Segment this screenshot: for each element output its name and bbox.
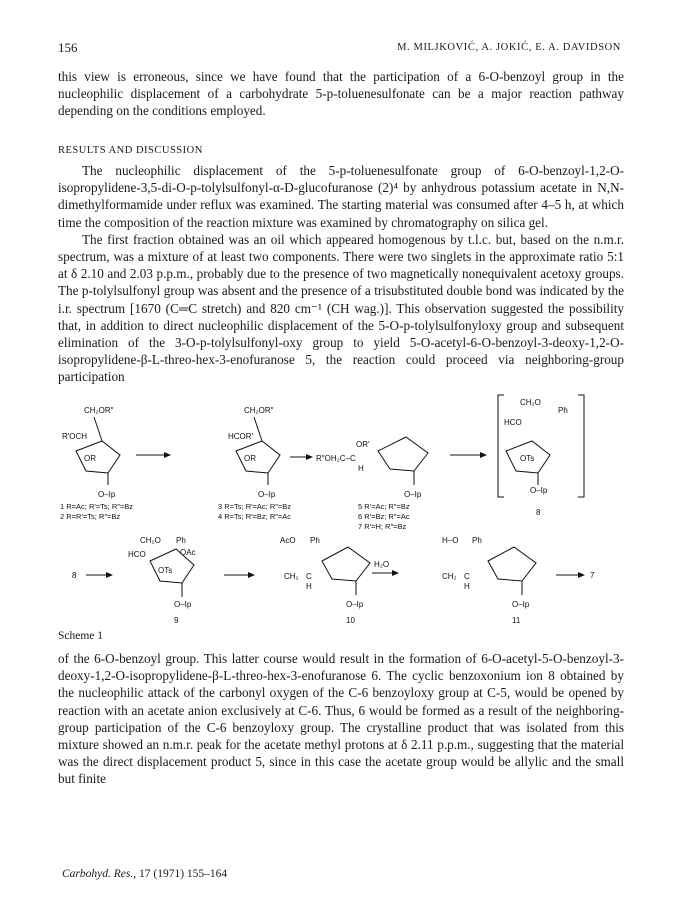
ring-compound-10 <box>322 547 370 581</box>
label-c4-top: CH₂O <box>520 398 541 407</box>
label-h2o: H₂O <box>374 560 390 569</box>
label-c2-mid: HCOR′ <box>228 432 254 441</box>
scheme-caption: Scheme 1 <box>58 630 104 642</box>
label-c6-bottom: O–Ip <box>346 600 364 609</box>
scheme-drawing <box>58 385 624 625</box>
label-c5-number: 9 <box>174 616 179 625</box>
journal-name: Carbohyd. Res., <box>62 868 137 880</box>
label-c3-or: OR′ <box>356 440 370 449</box>
paragraph-1: The nucleophilic displacement of the 5-p-toluenesulfonate group of 6-O-benzoyl-1,2-O-isopropylidene-3,5-di-O-p-tolylsulfonyl-α-D-glucofuranose (2)⁴ by anhydrous potassium acetate in N,N-dimethylformamide under reflux was examined. The starting material was consumed after 4–5 h, at which time the composition of the reaction mixture was examined by chromatography on silica gel. <box>58 163 624 230</box>
label-c6-aco: AcO <box>280 536 296 545</box>
journal-footer <box>62 868 227 880</box>
label-c4-bottom: O–Ip <box>530 486 548 495</box>
label-row2-end: 7 <box>590 571 595 580</box>
running-header-authors: M. MILJKOVIĆ, A. JOKIĆ, E. A. DAVIDSON <box>397 42 621 53</box>
ring-compound-3 <box>236 441 280 473</box>
label-c7-c: C <box>464 572 470 581</box>
label-c3-line3: 7 R′=H; R″=Bz <box>358 522 407 531</box>
label-c7-ph: Ph <box>472 536 482 545</box>
label-c3-side: R″OH₂C–C <box>316 454 356 463</box>
journal-citation: 17 (1971) 155–164 <box>138 868 228 880</box>
label-c7-ch2: CH₂ <box>442 572 457 581</box>
ring-compound-5 <box>378 437 428 471</box>
label-c1-top: CH₂OR″ <box>84 406 114 415</box>
label-c3-line1: 5 R′=Ac; R″=Bz <box>358 502 410 511</box>
label-c3-bottom: O–Ip <box>404 490 422 499</box>
paragraph-2: The first fraction obtained was an oil which appeared homogenous by t.l.c. but, based on the n.m.r. spectrum, was a mixture of at least two components. There were two singlets in the approximate ratio 5:1 at δ 2.10 and 2.03 p.p.m., probably due to the presence of two magnetically nonequivalent acetoxy groups. The p-tolylsulfonyl group was absent and the presence of a trisubstituted double bond was indicated by the i.r. spectrum [1670 (C═C stretch) and 820 cm⁻¹ (CH wag.)]. This observation suggested the possibility that, in addition to direct nucleophilic displacement of the 5-O-p-tolylsulfonyloxy group and subsequent elimination of the 3-O-p-tolylsulfonyl-oxy group to yield 5-O-acetyl-6-O-benzoyl-3-deoxy-1,2-O-isopropylidene-β-L-threo-hex-3-enofuranose 5, the reaction could proceed via neighboring-group participation <box>58 231 624 385</box>
ring-compound-1 <box>76 441 120 473</box>
label-c2-line1: 3 R=Ts; R′=Ac; R″=Bz <box>218 502 292 511</box>
label-c5-oac: OAc <box>180 548 196 557</box>
reaction-scheme <box>58 385 624 625</box>
label-c4-number: 8 <box>536 508 541 517</box>
paragraph-3: of the 6-O-benzoyl group. This latter course would result in the formation of 6-O-acetyl-5-O-benzoyl-3-deoxy-1,2-O-isopropylidene-β-L-threo-hex-3-enofuranose 6. The cyclic benzoxonium ion 8 obtained by the nucleophilic attack of the carbonyl oxygen of the C-6 benzoyloxy group at C-5, would be opened by reaction with an acetate anion exclusively at C-6. Thus, 6 would be formed as a result of the neighboring-group participation of the C-6 benzoyloxy group. The crystalline product that was isolated from this mixture showed an n.m.r. peak for the acetate methyl protons at δ 2.11 p.p.m., suggesting that the material was the direct displacement product 5, since in this case the acetate group would be allylic and the small but finite <box>58 651 624 787</box>
label-c6-h: H <box>306 582 312 591</box>
body-text-block-2 <box>58 650 624 788</box>
label-c4-ph: Ph <box>558 406 568 415</box>
label-c4-mid: HCO <box>504 418 522 427</box>
label-c1-mid: R′OCH <box>62 432 88 441</box>
label-c1-ring: OR <box>84 454 96 463</box>
label-c5-top: CH₂O <box>140 536 161 545</box>
label-c7-ho: H–O <box>442 536 459 545</box>
label-c5-ring: OTs <box>158 566 173 575</box>
label-c4-ring: OTs <box>520 454 535 463</box>
label-c7-number: 11 <box>512 616 521 625</box>
body-text-block <box>58 162 624 386</box>
label-c6-number: 10 <box>346 616 355 625</box>
label-c2-bottom: O–Ip <box>258 490 276 499</box>
label-c6-ch2: CH₂ <box>284 572 299 581</box>
intro-text: this view is erroneous, since we have found that the participation of a 6-O-benzoyl group in the nucleophilic displacement of a carbohydrate 5-p-toluenesulfonate can be a major reaction pathway depending on the conditions employed. <box>58 69 624 119</box>
label-c2-ring: OR <box>244 454 256 463</box>
page-number: 156 <box>58 40 78 55</box>
label-c3-line2: 6 R′=Bz; R″=Ac <box>358 512 410 521</box>
label-c1-line2: 2 R=R′=Ts; R″=Bz <box>60 512 121 521</box>
label-c1-bottom: O–Ip <box>98 490 116 499</box>
label-c5-bottom: O–Ip <box>174 600 192 609</box>
label-c5-ph: Ph <box>176 536 186 545</box>
label-c5-mid: HCO <box>128 550 146 559</box>
ring-compound-11 <box>488 547 536 581</box>
label-c7-h: H <box>464 582 470 591</box>
label-c6-ph: Ph <box>310 536 320 545</box>
label-c1-line1: 1 R=Ac; R′=Ts; R″=Bz <box>60 502 134 511</box>
label-c2-line2: 4 R=Ts; R′=Bz; R″=Ac <box>218 512 292 521</box>
label-c2-top: CH₂OR″ <box>244 406 274 415</box>
label-c7-bottom: O–Ip <box>512 600 530 609</box>
intro-paragraph <box>58 68 624 120</box>
label-row2-start: 8 <box>72 571 77 580</box>
section-title: RESULTS AND DISCUSSION <box>58 145 203 156</box>
label-c3-h: H <box>358 464 364 473</box>
label-c6-c: C <box>306 572 312 581</box>
